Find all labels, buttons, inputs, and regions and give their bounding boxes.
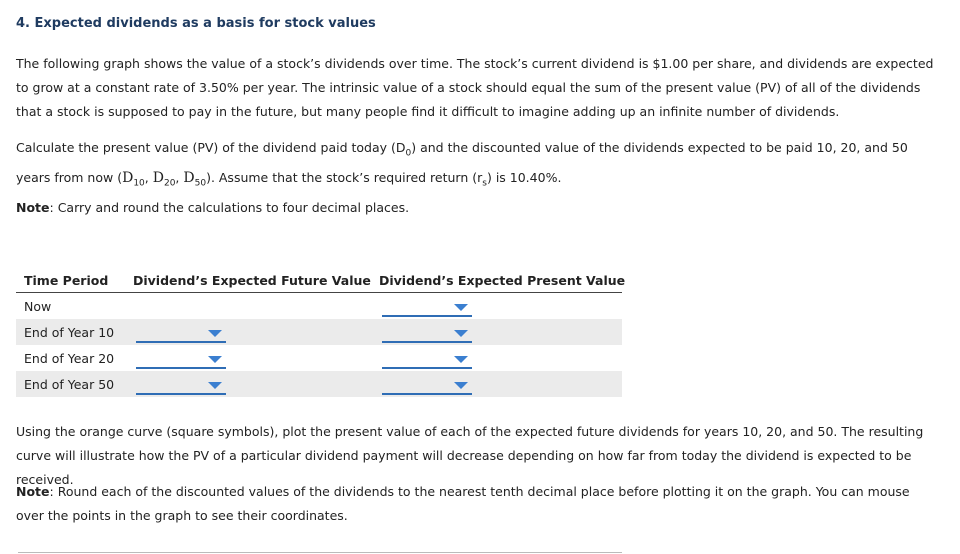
p2-text-a: Calculate the present value (PV) of the dividend paid today (D — [16, 140, 406, 155]
separator-1: , — [144, 169, 153, 185]
d0-subscript: 0 — [405, 148, 412, 159]
header-future-value: Dividend’s Expected Future Value — [133, 273, 371, 288]
note-label: Note — [16, 200, 50, 215]
note-text: : Carry and round the calculations to four decimal places. — [49, 200, 410, 215]
rs-subscript: s — [482, 178, 487, 188]
plot-rounding-note — [16, 480, 941, 528]
d20-subscript: 20 — [163, 178, 176, 188]
fv-dropdown-year-20[interactable] — [136, 353, 226, 369]
chevron-down-icon — [208, 382, 222, 389]
table-row-year-20 — [16, 345, 622, 371]
fv-dropdown-year-10[interactable] — [136, 327, 226, 343]
d50-subscript: 50 — [194, 178, 207, 188]
row-label: Now — [24, 299, 52, 314]
row-label: End of Year 10 — [24, 325, 115, 340]
note-text: : Round each of the discounted values of the dividends to the nearest tenth decimal place before plotting it on the graph. You can mouse over the points in the graph to see their coordinates. — [16, 484, 910, 523]
fv-dropdown-year-50[interactable] — [136, 379, 226, 395]
d10-subscript: 10 — [133, 178, 145, 188]
header-time-period: Time Period — [24, 273, 109, 288]
section-title: 4. Expected dividends as a basis for stock values — [16, 16, 376, 31]
pv-dropdown-year-10[interactable] — [382, 327, 472, 343]
chevron-down-icon — [454, 330, 468, 337]
pv-dropdown-now[interactable] — [382, 301, 472, 317]
chevron-down-icon — [454, 382, 468, 389]
d20-symbol: D — [152, 169, 164, 186]
d10-symbol: D — [122, 169, 134, 186]
header-present-value: Dividend’s Expected Present Value — [379, 273, 626, 288]
pv-dropdown-year-20[interactable] — [382, 353, 472, 369]
dividend-table — [16, 268, 626, 397]
table-row-year-10 — [16, 319, 622, 345]
divider — [18, 552, 622, 553]
note-label: Note — [16, 484, 50, 499]
calculation-instructions — [16, 136, 941, 195]
p2-text-b: ) and the discounted value of the dividends expected to be paid 10, 20, and 50 years from now ( — [16, 140, 908, 185]
table-header — [16, 268, 626, 293]
row-label: End of Year 20 — [24, 351, 115, 366]
row-label: End of Year 50 — [24, 377, 115, 392]
plot-instructions: Using the orange curve (square symbols), plot the present value of each of the expected future dividends for years 10, 20, and 50. The resulting curve will illustrate how the PV of a particular dividend payment will decrease depending on how far from today the dividend is expected to be received. — [16, 424, 924, 487]
chevron-down-icon — [454, 356, 468, 363]
intro-paragraph: The following graph shows the value of a stock’s dividends over time. The stock’s current dividend is $1.00 per share, and dividends are expected to grow at a constant rate of 3.50% per year. The intrinsic value of a stock should equal the sum of the present value (PV) of all of the dividends that a stock is supposed to pay in the future, but many people find it difficult to imagine adding up an infinite number of dividends. — [16, 56, 934, 119]
chevron-down-icon — [208, 330, 222, 337]
separator-2: , — [175, 169, 184, 185]
chevron-down-icon — [454, 304, 468, 311]
p2-text-d: ) is 10.40%. — [486, 169, 562, 185]
chevron-down-icon — [208, 356, 222, 363]
p2-text-c: ). Assume that the stock’s required return (r — [206, 169, 483, 185]
table-row-year-50 — [16, 371, 622, 397]
pv-dropdown-year-50[interactable] — [382, 379, 472, 395]
d50-symbol: D — [183, 169, 195, 186]
table-row-now — [16, 293, 622, 319]
rounding-note — [16, 196, 941, 220]
